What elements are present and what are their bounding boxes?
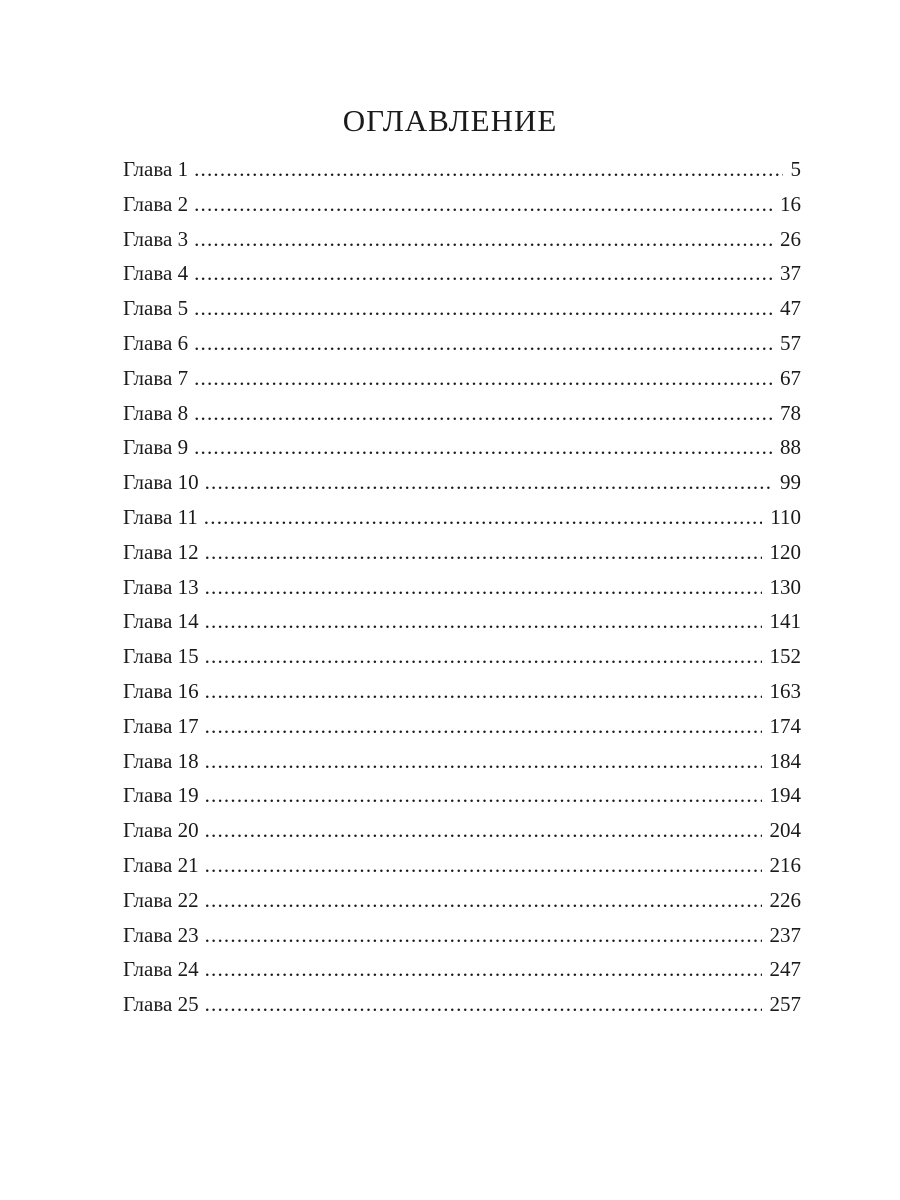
toc-dot-leader — [204, 500, 762, 535]
toc-entry-page-number: 174 — [769, 713, 801, 738]
toc-dot-leader — [194, 326, 772, 361]
toc-entry-label: Глава 16 — [123, 678, 199, 703]
toc-entry-page-number: 78 — [780, 400, 801, 425]
toc-entry — [123, 813, 801, 848]
toc-entry-label: Глава 10 — [123, 470, 199, 495]
toc-entry-label: Глава 24 — [123, 957, 199, 982]
toc-entry — [123, 952, 801, 987]
toc-dot-leader — [194, 152, 782, 187]
toc-entry-label: Глава 18 — [123, 748, 199, 773]
toc-entry — [123, 152, 801, 187]
toc-dot-leader — [205, 744, 762, 779]
toc-entry-label: Глава 7 — [123, 365, 189, 390]
toc-dot-leader — [205, 709, 762, 744]
toc-entry-label: Глава 13 — [123, 574, 199, 599]
toc-entry — [123, 744, 801, 779]
toc-entry-label: Глава 17 — [123, 713, 199, 738]
toc-dot-leader — [205, 535, 762, 570]
toc-entry-label: Глава 23 — [123, 922, 199, 947]
toc-entry — [123, 570, 801, 605]
toc-entry — [123, 709, 801, 744]
toc-entry-page-number: 184 — [769, 748, 801, 773]
table-of-contents — [123, 152, 801, 1022]
toc-dot-leader — [205, 952, 762, 987]
toc-entry-page-number: 16 — [780, 191, 801, 216]
page-title: ОГЛАВЛЕНИЕ — [342, 103, 558, 138]
toc-entry-label: Глава 14 — [123, 609, 199, 634]
toc-entry-page-number: 257 — [769, 992, 801, 1017]
toc-dot-leader — [194, 396, 772, 431]
toc-dot-leader — [194, 291, 772, 326]
toc-entry-label: Глава 19 — [123, 783, 199, 808]
toc-entry — [123, 639, 801, 674]
toc-dot-leader — [205, 465, 772, 500]
toc-entry-label: Глава 9 — [123, 435, 189, 460]
toc-entry-label: Глава 15 — [123, 644, 199, 669]
toc-entry-page-number: 88 — [780, 435, 801, 460]
toc-entry-page-number: 120 — [769, 539, 801, 564]
toc-entry — [123, 883, 801, 918]
toc-entry — [123, 256, 801, 291]
toc-entry-page-number: 152 — [769, 644, 801, 669]
toc-entry — [123, 222, 801, 257]
toc-entry-page-number: 67 — [780, 365, 801, 390]
toc-entry-label: Глава 5 — [123, 296, 189, 321]
toc-entry-page-number: 226 — [769, 887, 801, 912]
toc-entry — [123, 396, 801, 431]
toc-entry-page-number: 47 — [780, 296, 801, 321]
toc-dot-leader — [205, 848, 762, 883]
toc-dot-leader — [205, 674, 762, 709]
toc-entry-page-number: 110 — [770, 504, 801, 529]
toc-entry-label: Глава 8 — [123, 400, 189, 425]
toc-entry-label: Глава 3 — [123, 226, 189, 251]
toc-dot-leader — [194, 430, 772, 465]
toc-entry-label: Глава 22 — [123, 887, 199, 912]
toc-entry-label: Глава 25 — [123, 992, 199, 1017]
toc-dot-leader — [194, 256, 772, 291]
toc-entry-page-number: 130 — [769, 574, 801, 599]
toc-entry-label: Глава 6 — [123, 330, 189, 355]
toc-entry-page-number: 247 — [769, 957, 801, 982]
toc-dot-leader — [194, 361, 772, 396]
toc-entry-page-number: 57 — [780, 330, 801, 355]
toc-dot-leader — [194, 222, 772, 257]
toc-entry-label: Глава 20 — [123, 818, 199, 843]
toc-entry-label: Глава 12 — [123, 539, 199, 564]
toc-entry-label: Глава 2 — [123, 191, 189, 216]
toc-entry — [123, 987, 801, 1022]
toc-entry — [123, 291, 801, 326]
toc-entry-label: Глава 11 — [123, 504, 198, 529]
toc-dot-leader — [205, 918, 762, 953]
toc-entry — [123, 604, 801, 639]
toc-dot-leader — [205, 639, 762, 674]
toc-entry-page-number: 237 — [769, 922, 801, 947]
toc-dot-leader — [205, 813, 762, 848]
toc-entry — [123, 778, 801, 813]
toc-entry — [123, 918, 801, 953]
toc-entry — [123, 430, 801, 465]
toc-entry — [123, 535, 801, 570]
toc-entry — [123, 465, 801, 500]
toc-entry-page-number: 5 — [790, 157, 801, 181]
toc-entry-page-number: 141 — [769, 609, 801, 634]
toc-entry-label: Глава 1 — [123, 157, 189, 181]
toc-entry-page-number: 37 — [780, 261, 801, 286]
toc-dot-leader — [205, 778, 762, 813]
toc-entry-label: Глава 4 — [123, 261, 189, 286]
toc-entry-page-number: 26 — [780, 226, 801, 251]
toc-dot-leader — [194, 187, 772, 222]
toc-entry-page-number: 204 — [769, 818, 801, 843]
toc-entry-label: Глава 21 — [123, 852, 199, 877]
toc-entry — [123, 674, 801, 709]
toc-entry — [123, 848, 801, 883]
toc-entry — [123, 361, 801, 396]
toc-entry-page-number: 163 — [769, 678, 801, 703]
toc-dot-leader — [205, 570, 762, 605]
toc-dot-leader — [205, 883, 762, 918]
toc-entry — [123, 326, 801, 361]
toc-entry — [123, 500, 801, 535]
toc-entry-page-number: 99 — [780, 470, 801, 495]
toc-entry-page-number: 216 — [769, 852, 801, 877]
toc-dot-leader — [205, 987, 762, 1022]
toc-dot-leader — [205, 604, 762, 639]
toc-entry-page-number: 194 — [769, 783, 801, 808]
toc-entry — [123, 187, 801, 222]
